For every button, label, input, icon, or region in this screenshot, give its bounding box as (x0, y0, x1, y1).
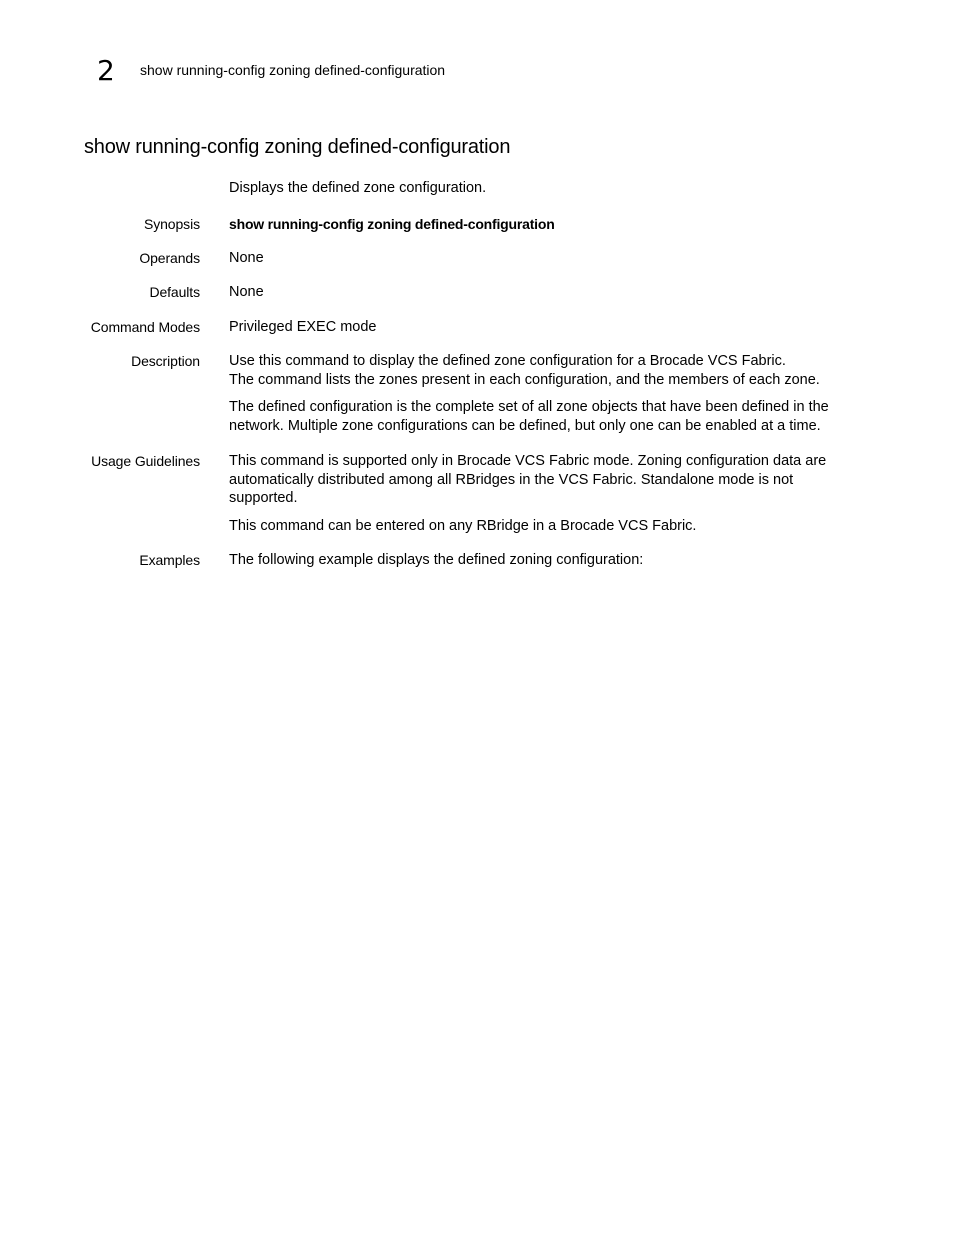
command-modes-label: Command Modes (90, 319, 200, 335)
synopsis-command: show running-config zoning defined-configuration (229, 216, 555, 232)
operands-content: None (229, 250, 264, 266)
description-label: Description (131, 353, 200, 369)
command-modes-content: Privileged EXEC mode (229, 319, 377, 335)
examples-label: Examples (139, 552, 200, 568)
running-title: show running-config zoning defined-configuration (140, 62, 446, 78)
examples-content: The following example displays the defined zoning configuration: (229, 552, 644, 568)
intro-text: Displays the defined zone configuration. (229, 180, 487, 196)
page-title: show running-config zoning defined-configuration (84, 136, 511, 158)
chapter-number: 2 (97, 54, 115, 87)
usage-guidelines-paragraph-2: This command can be entered on any RBridge in a Brocade VCS Fabric. (229, 517, 697, 534)
synopsis-label: Synopsis (143, 216, 200, 232)
defaults-content: None (229, 284, 264, 300)
defaults-label: Defaults (149, 284, 200, 300)
usage-guidelines-label: Usage Guidelines (91, 453, 200, 469)
description-paragraph-2: The defined configuration is the complete set of all zone objects that have been defined in the network. Multiple zone configurations can be defined, but only one can be enabled at a time. (229, 399, 829, 434)
page-header (97, 55, 445, 87)
usage-guidelines-paragraph-1: This command is supported only in Brocade VCS Fabric mode. Zoning configuration data are automatically distributed among all RBridges in the VCS Fabric. Standalone mode is not supported. (229, 453, 827, 506)
synopsis-content (229, 215, 859, 234)
usage-guidelines-content (229, 452, 859, 535)
operands-label: Operands (139, 250, 200, 266)
description-content (229, 352, 859, 435)
description-paragraph-1: Use this command to display the defined zone configuration for a Brocade VCS Fabric. The command lists the zones present in each configuration, and the members of each zone. (229, 353, 820, 388)
